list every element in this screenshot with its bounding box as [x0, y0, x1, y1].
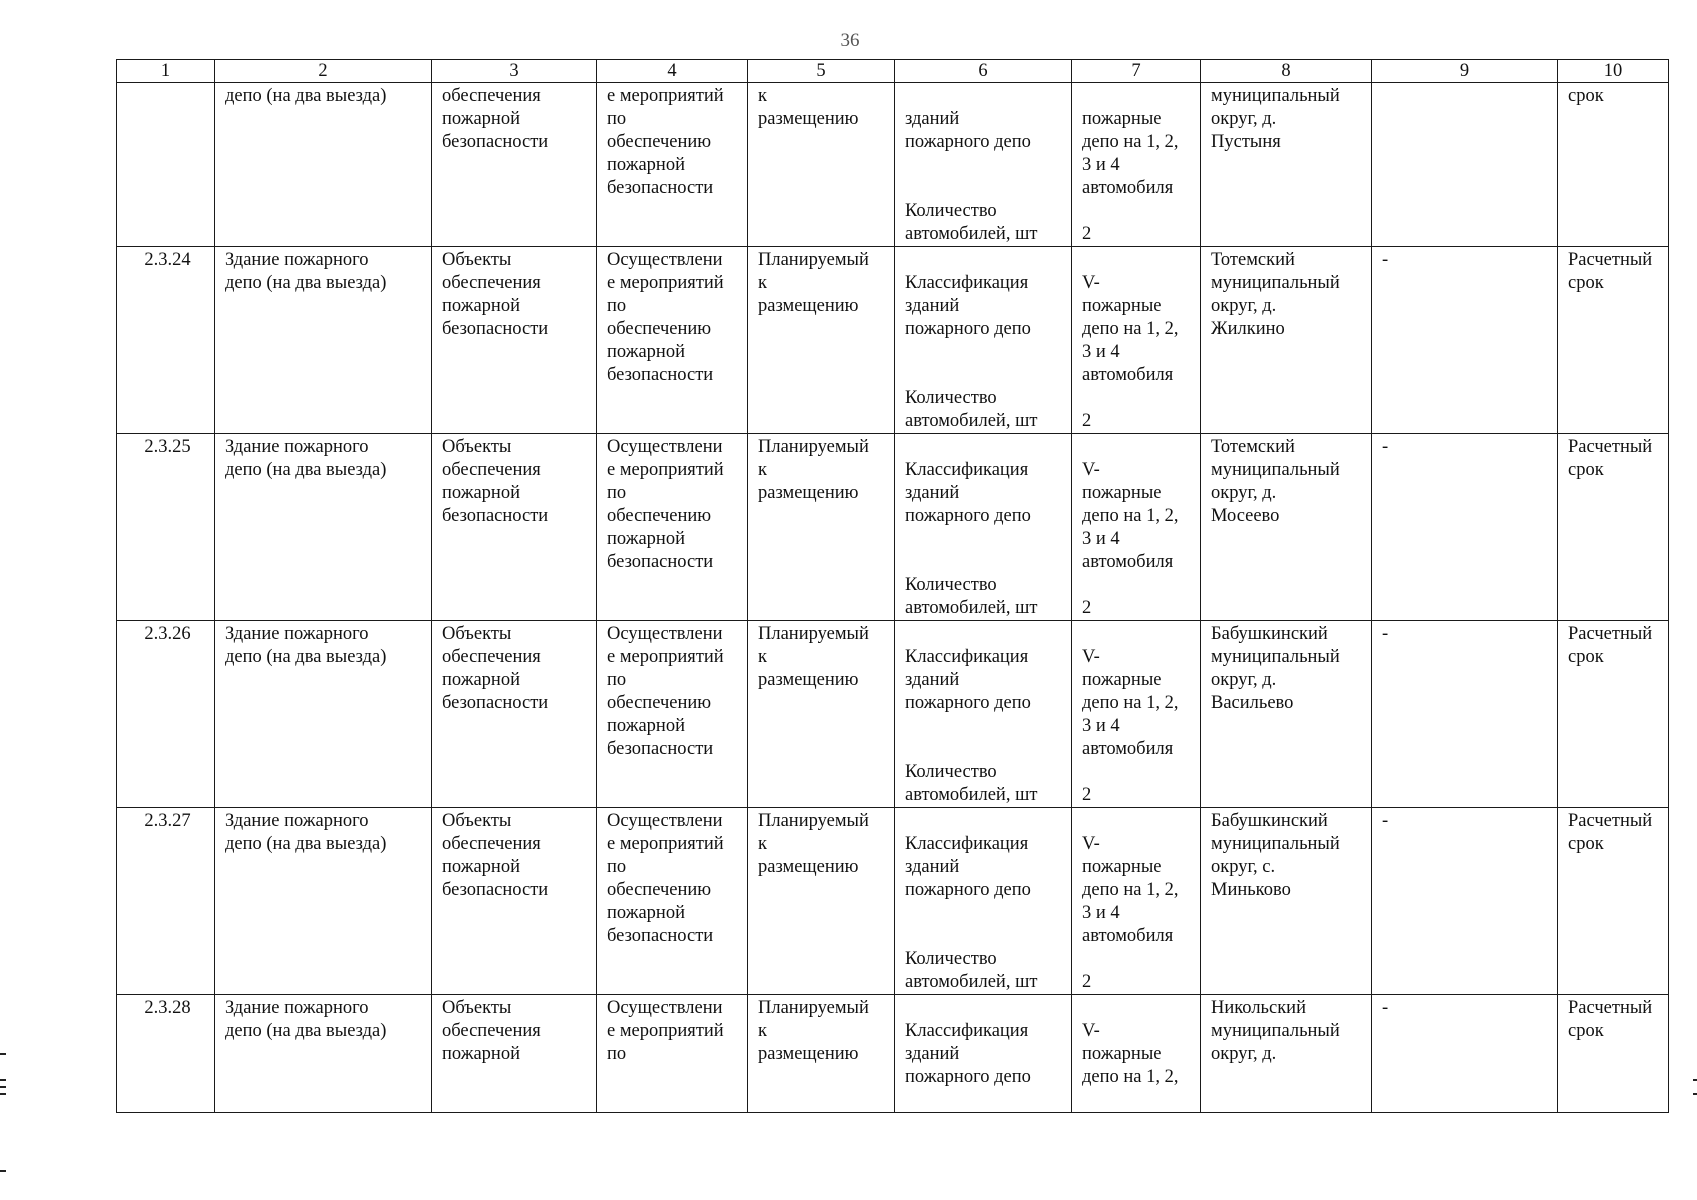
margin-mark [0, 1093, 6, 1095]
characteristics-cell [895, 621, 1072, 808]
margin-mark [1693, 1079, 1697, 1081]
location: Бабушкинский муниципальный округ, с. Миньково [1201, 808, 1372, 995]
vehicle-count-label: Количество автомобилей, шт [905, 575, 1038, 618]
object-status: Планируемый к размещению [748, 434, 895, 621]
vehicle-count-value: 2 [1082, 224, 1092, 244]
page-number: 36 [840, 30, 860, 51]
characteristic-value: V- пожарные депо на 1, 2, 3 и 4 автомобиля [1082, 273, 1179, 385]
object-status: Планируемый к размещению [748, 621, 895, 808]
characteristics-cell [895, 434, 1072, 621]
object-name: Здание пожарного депо (на два выезда) [215, 808, 432, 995]
header-cell: 6 [895, 60, 1072, 83]
characteristic-value: V- пожарные депо на 1, 2, 3 и 4 автомобиля [1082, 460, 1179, 572]
zone-info [1372, 83, 1558, 247]
characteristic-name: Классификация зданий пожарного депо [905, 834, 1031, 900]
table-row [117, 621, 1669, 808]
characteristics-cell [895, 995, 1072, 1113]
header-cell: 8 [1201, 60, 1372, 83]
location: Тотемский муниципальный округ, д. Мосеево [1201, 434, 1372, 621]
vehicle-count-label: Количество автомобилей, шт [905, 388, 1038, 431]
table-row [117, 83, 1669, 247]
header-cell: 4 [597, 60, 748, 83]
implementation-term: срок [1558, 83, 1669, 247]
object-type: Объекты обеспечения пожарной безопасности [432, 808, 597, 995]
table-row [117, 434, 1669, 621]
margin-mark [0, 1053, 6, 1055]
row-number: 2.3.25 [117, 434, 215, 621]
characteristics-cell [895, 83, 1072, 247]
characteristic-name: Классификация зданий пожарного депо [905, 1021, 1031, 1087]
object-status: к размещению [748, 83, 895, 247]
object-purpose: е мероприятий по обеспечению пожарной безопасности [597, 83, 748, 247]
vehicle-count-value: 2 [1082, 411, 1092, 431]
object-type: Объекты обеспечения пожарной безопасности [432, 621, 597, 808]
location: муниципальный округ, д. Пустыня [1201, 83, 1372, 247]
zone-info: - [1372, 808, 1558, 995]
object-status: Планируемый к размещению [748, 995, 895, 1113]
characteristic-value: V- пожарные депо на 1, 2, 3 и 4 автомобиля [1082, 834, 1179, 946]
location: Тотемский муниципальный округ, д. Жилкино [1201, 247, 1372, 434]
characteristics-cell [895, 247, 1072, 434]
row-number: 2.3.24 [117, 247, 215, 434]
header-cell: 2 [215, 60, 432, 83]
row-number [117, 83, 215, 247]
object-type: Объекты обеспечения пожарной [432, 995, 597, 1113]
characteristic-name: Классификация зданий пожарного депо [905, 647, 1031, 713]
characteristic-values-cell [1072, 247, 1201, 434]
characteristic-values-cell [1072, 83, 1201, 247]
characteristic-name: Классификация зданий пожарного депо [905, 460, 1031, 526]
object-name: Здание пожарного депо (на два выезда) [215, 621, 432, 808]
zone-info: - [1372, 995, 1558, 1113]
table-header-row [117, 60, 1669, 83]
object-status: Планируемый к размещению [748, 247, 895, 434]
object-name: Здание пожарного депо (на два выезда) [215, 247, 432, 434]
object-purpose: Осуществлени е мероприятий по обеспечению пожарной безопасности [597, 434, 748, 621]
implementation-term: Расчетный срок [1558, 995, 1669, 1113]
vehicle-count-label: Количество автомобилей, шт [905, 949, 1038, 992]
table-row [117, 247, 1669, 434]
header-cell: 3 [432, 60, 597, 83]
document-table [116, 59, 1669, 1113]
row-number: 2.3.26 [117, 621, 215, 808]
zone-info: - [1372, 621, 1558, 808]
table-row [117, 995, 1669, 1113]
implementation-term: Расчетный срок [1558, 621, 1669, 808]
header-cell: 1 [117, 60, 215, 83]
characteristic-value: V- пожарные депо на 1, 2, [1082, 1021, 1179, 1087]
vehicle-count-label: Количество автомобилей, шт [905, 201, 1038, 244]
zone-info: - [1372, 434, 1558, 621]
characteristic-values-cell [1072, 434, 1201, 621]
zone-info: - [1372, 247, 1558, 434]
object-purpose: Осуществлени е мероприятий по обеспечению пожарной безопасности [597, 808, 748, 995]
characteristic-name: зданий пожарного депо [905, 109, 1031, 152]
vehicle-count-value: 2 [1082, 598, 1092, 618]
location: Бабушкинский муниципальный округ, д. Васильево [1201, 621, 1372, 808]
header-cell: 9 [1372, 60, 1558, 83]
object-name: депо (на два выезда) [215, 83, 432, 247]
margin-mark [0, 1170, 6, 1172]
characteristic-values-cell [1072, 995, 1201, 1113]
vehicle-count-value: 2 [1082, 972, 1092, 992]
row-number: 2.3.28 [117, 995, 215, 1113]
vehicle-count-value: 2 [1082, 785, 1092, 805]
object-status: Планируемый к размещению [748, 808, 895, 995]
margin-mark [0, 1079, 6, 1081]
margin-mark [0, 1086, 6, 1088]
characteristic-values-cell [1072, 621, 1201, 808]
object-type: Объекты обеспечения пожарной безопасности [432, 434, 597, 621]
characteristic-name: Классификация зданий пожарного депо [905, 273, 1031, 339]
object-type: обеспечения пожарной безопасности [432, 83, 597, 247]
header-cell: 10 [1558, 60, 1669, 83]
vehicle-count-label: Количество автомобилей, шт [905, 762, 1038, 805]
object-name: Здание пожарного депо (на два выезда) [215, 995, 432, 1113]
implementation-term: Расчетный срок [1558, 808, 1669, 995]
implementation-term: Расчетный срок [1558, 434, 1669, 621]
header-cell: 5 [748, 60, 895, 83]
characteristic-values-cell [1072, 808, 1201, 995]
characteristic-value: V- пожарные депо на 1, 2, 3 и 4 автомобиля [1082, 647, 1179, 759]
characteristic-value: пожарные депо на 1, 2, 3 и 4 автомобиля [1082, 109, 1179, 198]
location: Никольский муниципальный округ, д. [1201, 995, 1372, 1113]
object-type: Объекты обеспечения пожарной безопасности [432, 247, 597, 434]
object-purpose: Осуществлени е мероприятий по [597, 995, 748, 1113]
object-purpose: Осуществлени е мероприятий по обеспечению пожарной безопасности [597, 247, 748, 434]
table-row [117, 808, 1669, 995]
object-name: Здание пожарного депо (на два выезда) [215, 434, 432, 621]
margin-mark [1693, 1093, 1697, 1095]
row-number: 2.3.27 [117, 808, 215, 995]
header-cell: 7 [1072, 60, 1201, 83]
implementation-term: Расчетный срок [1558, 247, 1669, 434]
characteristics-cell [895, 808, 1072, 995]
object-purpose: Осуществлени е мероприятий по обеспечению пожарной безопасности [597, 621, 748, 808]
